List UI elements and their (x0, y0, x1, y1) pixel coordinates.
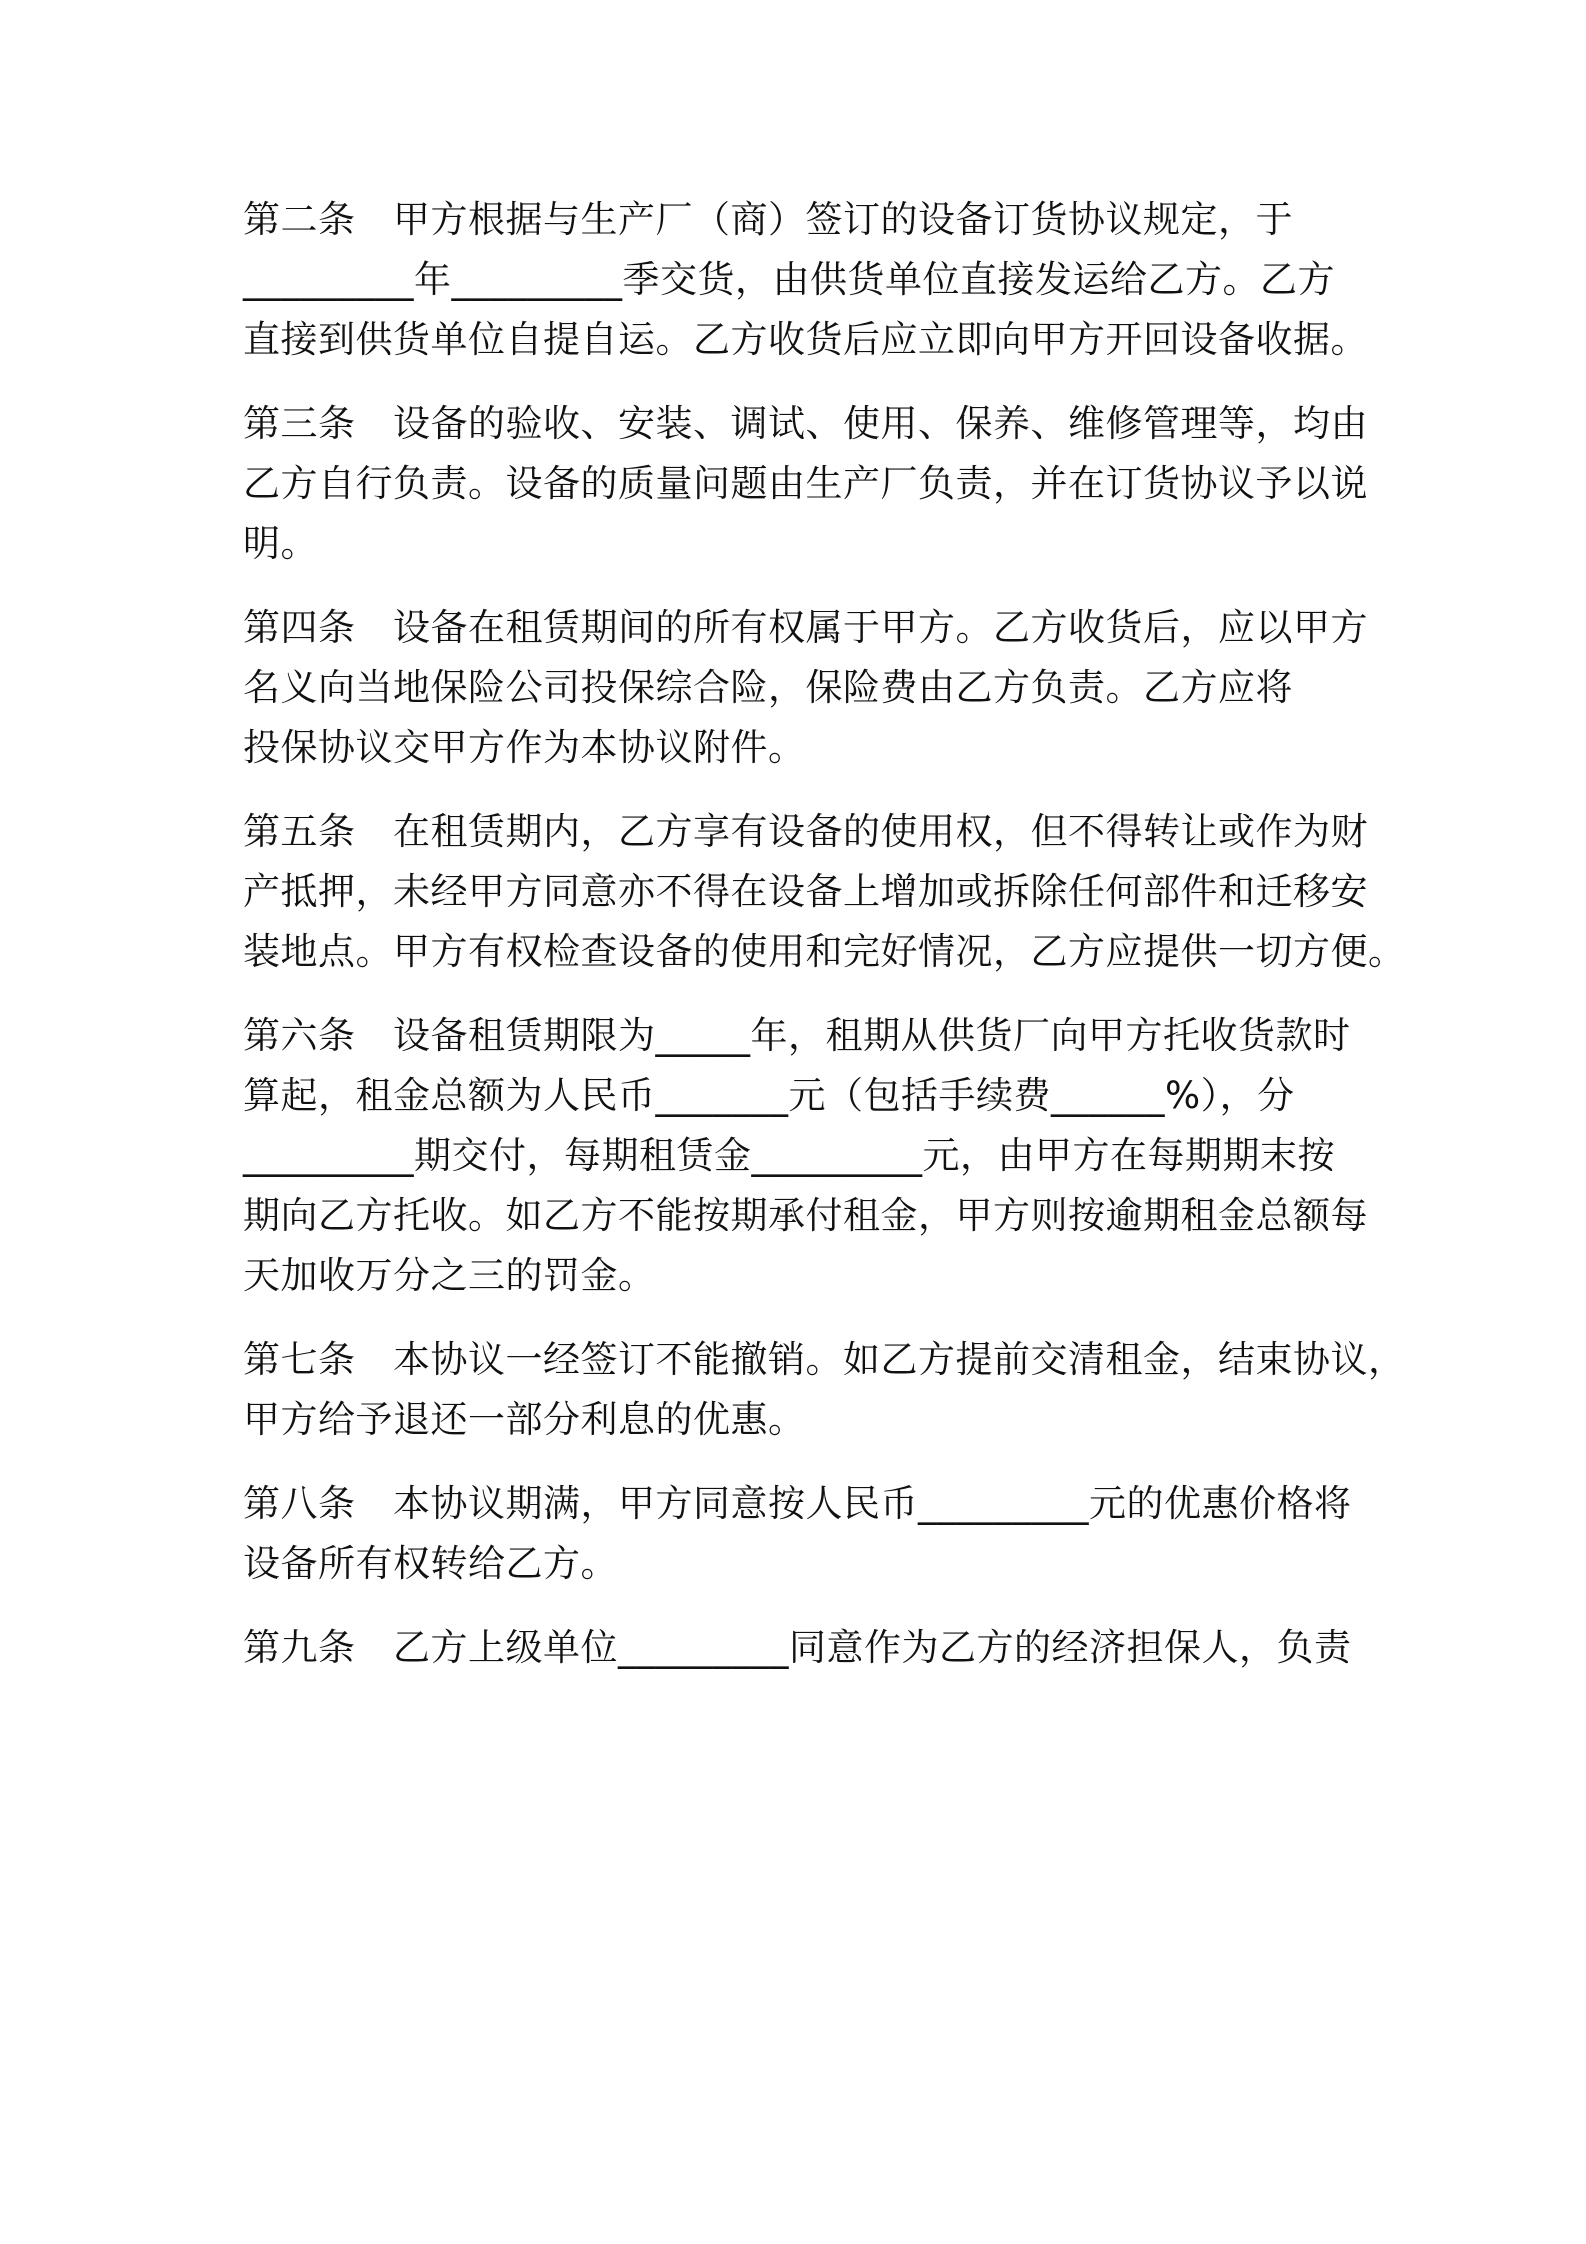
article-5 (243, 802, 1406, 982)
article-6-line-3: _________期交付，每期租赁金_________元，由甲方在每期期末按 (243, 1134, 1335, 1177)
article-6-line-1: 第六条 设备租赁期限为_____年，租期从供货厂向甲方托收货款时 (243, 1014, 1351, 1057)
article-8-line-2: 设备所有权转给乙方。 (243, 1542, 618, 1585)
article-3-line-3: 明。 (243, 522, 318, 565)
article-5-line-3: 装地点。甲方有权检查设备的使用和完好情况，乙方应提供一切方便。 (243, 930, 1406, 973)
article-6 (243, 1006, 1368, 1306)
article-4-line-1: 第四条 设备在租赁期间的所有权属于甲方。乙方收货后，应以甲方 (243, 606, 1368, 649)
article-4-line-2: 名义向当地保险公司投保综合险，保险费由乙方负责。乙方应将 (243, 666, 1293, 709)
article-9-line-1: 第九条 乙方上级单位_________同意作为乙方的经济担保人，负责 (243, 1626, 1352, 1669)
article-3 (243, 394, 1368, 574)
article-7 (243, 1330, 1406, 1450)
article-8 (243, 1474, 1363, 1594)
contract-body (243, 190, 1406, 1702)
article-2-line-3: 直接到供货单位自提自运。乙方收货后应立即向甲方开回设备收据。 (243, 318, 1368, 361)
article-3-line-1: 第三条 设备的验收、安装、调试、使用、保养、维修管理等，均由 (243, 402, 1368, 445)
article-7-line-1: 第七条 本协议一经签订不能撤销。如乙方提前交清租金，结束协议， (243, 1338, 1406, 1381)
article-8-line-1: 第八条 本协议期满，甲方同意按人民币_________元的优惠价格将 (243, 1482, 1352, 1525)
article-5-line-1: 第五条 在租赁期内，乙方享有设备的使用权，但不得转让或作为财 (243, 810, 1368, 853)
article-4-line-3: 投保协议交甲方作为本协议附件。 (243, 726, 806, 769)
article-5-line-2: 产抵押，未经甲方同意亦不得在设备上增加或拆除任何部件和迁移安 (243, 870, 1368, 913)
article-7-line-2: 甲方给予退还一部分利息的优惠。 (243, 1398, 806, 1441)
article-2-line-1: 第二条 甲方根据与生产厂（商）签订的设备订货协议规定，于 (243, 198, 1293, 241)
article-6-line-2: 算起，租金总额为人民币_______元（包括手续费______%），分 (243, 1074, 1295, 1117)
article-6-line-5: 天加收万分之三的罚金。 (243, 1254, 656, 1297)
article-3-line-2: 乙方自行负责。设备的质量问题由生产厂负责，并在订货协议予以说 (243, 462, 1368, 505)
article-6-line-4: 期向乙方托收。如乙方不能按期承付租金，甲方则按逾期租金总额每 (243, 1194, 1368, 1237)
article-2-line-2: _________年_________季交货，由供货单位直接发运给乙方。乙方 (243, 258, 1335, 301)
article-4 (243, 598, 1368, 778)
article-2 (243, 190, 1368, 370)
article-9 (243, 1618, 1363, 1678)
